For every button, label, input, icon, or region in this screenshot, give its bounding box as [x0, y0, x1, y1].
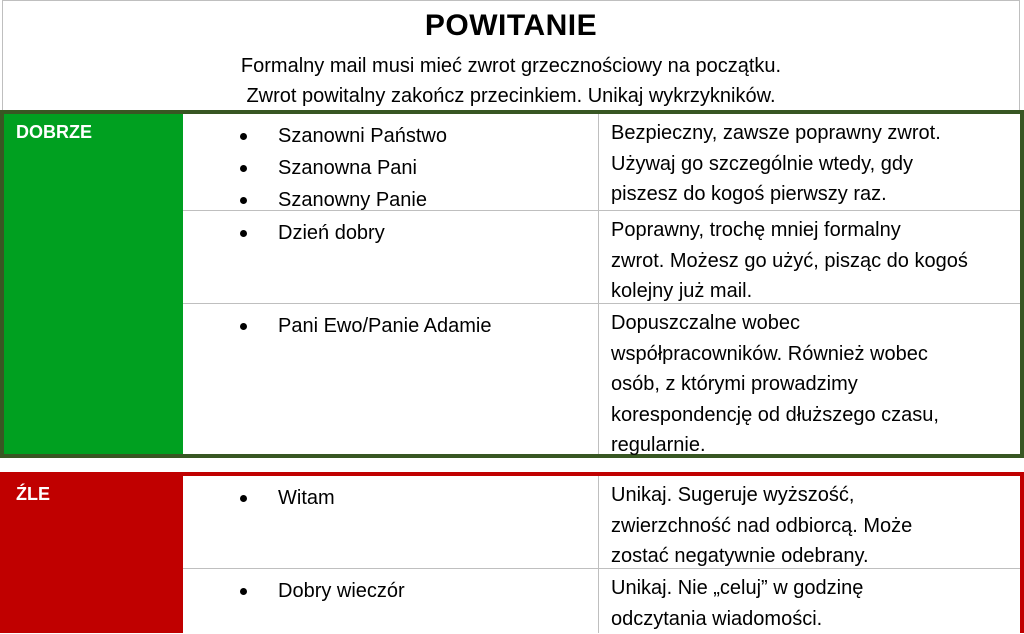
description-line: odczytania wiadomości.	[611, 604, 1012, 634]
description	[611, 573, 1012, 634]
table-row	[183, 569, 1020, 633]
phrase-item: Dobry wieczór	[183, 575, 598, 607]
description	[611, 308, 1012, 461]
table-row	[183, 476, 1020, 569]
bad-rows	[183, 476, 1020, 633]
good-rows	[183, 114, 1020, 454]
description-line: zwrot. Możesz go użyć, pisząc do kogoś	[611, 246, 1012, 277]
table-row	[183, 304, 1020, 454]
subtitle-line-2: Zwrot powitalny zakończ przecinkiem. Unikaj wykrzykników.	[3, 85, 1019, 108]
phrase-item: Witam	[183, 482, 598, 514]
column-divider	[598, 304, 599, 454]
bad-section	[0, 472, 1024, 633]
phrase-list	[183, 575, 598, 607]
description-line: Dopuszczalne wobec	[611, 308, 1012, 339]
phrase-list	[183, 310, 598, 342]
phrase-item: Szanowny Panie	[183, 184, 598, 216]
column-divider	[598, 114, 599, 210]
description	[611, 215, 1012, 307]
description-line: Unikaj. Sugeruje wyższość,	[611, 480, 1012, 511]
description-line: Poprawny, trochę mniej formalny	[611, 215, 1012, 246]
table-row	[183, 114, 1020, 211]
good-label: DOBRZE	[4, 114, 183, 454]
description-line: zwierzchność nad odbiorcą. Może	[611, 511, 1012, 542]
phrase-item: Pani Ewo/Panie Adamie	[183, 310, 598, 342]
table-row	[183, 211, 1020, 304]
phrase-list	[183, 217, 598, 249]
page-title: POWITANIE	[3, 9, 1019, 43]
phrase-item: Dzień dobry	[183, 217, 598, 249]
description-line: Używaj go szczególnie wtedy, gdy	[611, 149, 1012, 180]
header	[2, 0, 1020, 112]
phrase-item: Szanowna Pani	[183, 152, 598, 184]
description-line: Bezpieczny, zawsze poprawny zwrot.	[611, 118, 1012, 149]
phrase-item: Szanowni Państwo	[183, 120, 598, 152]
phrase-list	[183, 120, 598, 216]
description	[611, 118, 1012, 210]
subtitle-line-1: Formalny mail musi mieć zwrot grzecznościowy na początku.	[3, 55, 1019, 78]
description-line: kolejny już mail.	[611, 276, 1012, 307]
description-line: korespondencję od dłuższego czasu,	[611, 400, 1012, 431]
description-line: współpracowników. Również wobec	[611, 339, 1012, 370]
description-line: piszesz do kogoś pierwszy raz.	[611, 179, 1012, 210]
description	[611, 480, 1012, 572]
description-line: regularnie.	[611, 430, 1012, 461]
good-section	[0, 110, 1024, 458]
description-line: Unikaj. Nie „celuj” w godzinę	[611, 573, 1012, 604]
description-line: zostać negatywnie odebrany.	[611, 541, 1012, 572]
bad-label: ŹLE	[4, 476, 183, 633]
column-divider	[598, 569, 599, 633]
phrase-list	[183, 482, 598, 514]
column-divider	[598, 211, 599, 303]
description-line: osób, z którymi prowadzimy	[611, 369, 1012, 400]
column-divider	[598, 476, 599, 568]
